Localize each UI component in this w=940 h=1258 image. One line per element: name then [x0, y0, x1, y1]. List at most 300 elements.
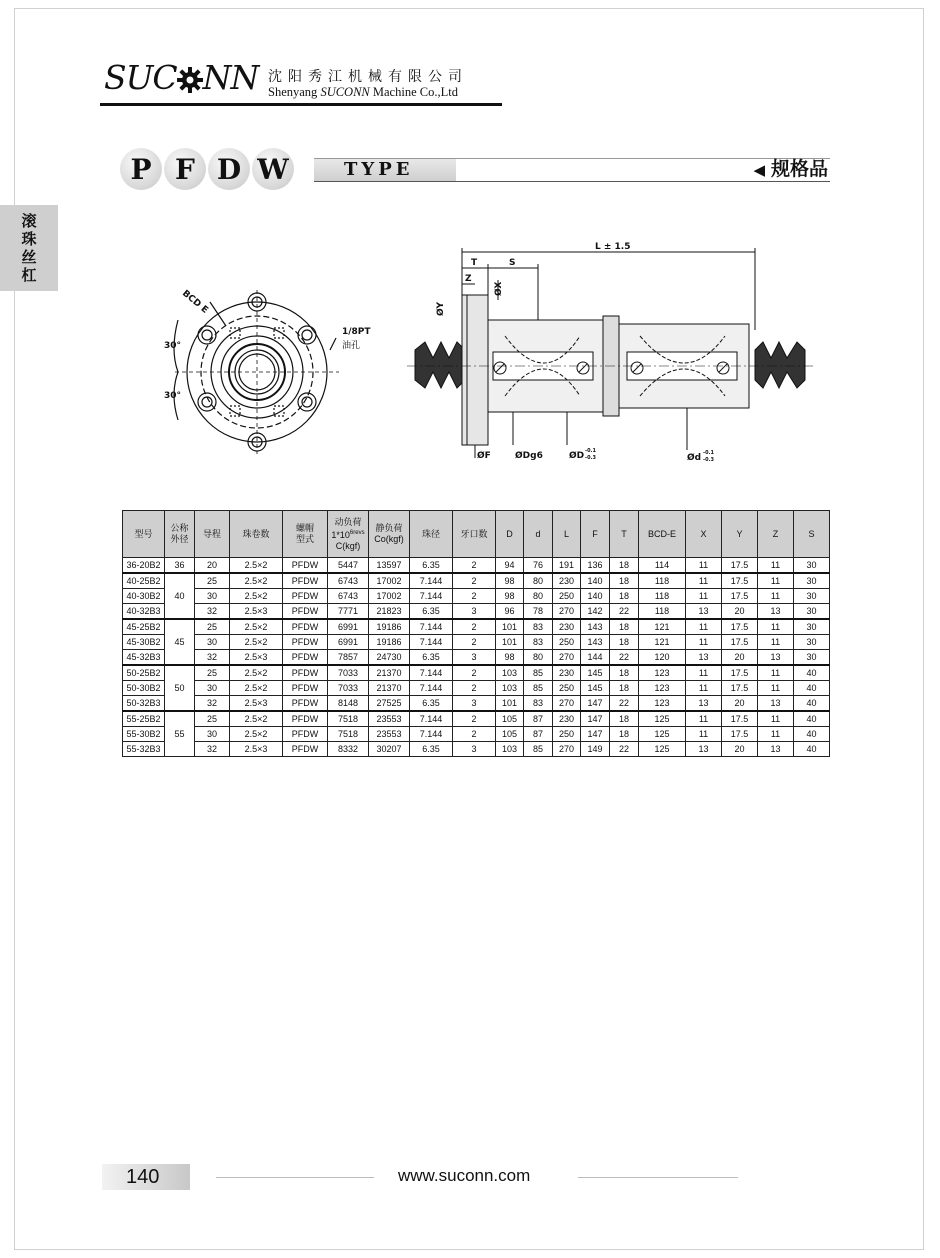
angle-top-label: 30°	[164, 341, 182, 351]
cell-teeth: 3	[453, 742, 496, 757]
cell-F: 140	[581, 589, 610, 604]
page-number: 140	[126, 1166, 160, 1188]
cell-nut-type: PFDW	[283, 665, 328, 681]
cell-L: 230	[553, 573, 581, 589]
cell-S: 40	[794, 711, 830, 727]
spec-label-text: 规格品	[770, 158, 828, 180]
cell-L: 230	[553, 665, 581, 681]
company-name-en	[268, 85, 458, 100]
cell-dynamic-load: 6991	[328, 619, 369, 635]
type-bar	[314, 158, 830, 182]
cell-static-load: 13597	[369, 558, 410, 574]
th-dynamic-load	[328, 511, 369, 558]
cell-teeth: 3	[453, 604, 496, 620]
cell-nut-type: PFDW	[283, 681, 328, 696]
cell-Y: 20	[722, 742, 758, 757]
cell-circuits: 2.5×2	[230, 711, 283, 727]
title-letter-f: F	[164, 148, 206, 190]
cell-ball-dia: 7.144	[410, 619, 453, 635]
company-logo	[104, 58, 258, 97]
cell-T: 18	[610, 558, 639, 574]
table-row	[123, 650, 830, 666]
cell-L: 270	[553, 604, 581, 620]
cell-D: 103	[496, 681, 524, 696]
th-dyn-load-line1: 动负荷	[334, 516, 362, 527]
cell-Z: 11	[758, 619, 794, 635]
cell-model: 50-30B2	[123, 681, 165, 696]
cell-static-load: 23553	[369, 727, 410, 742]
logo-text-right: NN	[202, 58, 259, 97]
cell-dynamic-load: 7518	[328, 727, 369, 742]
cell-F: 147	[581, 696, 610, 712]
cell-dynamic-load: 8148	[328, 696, 369, 712]
footer-rule-left	[216, 1177, 374, 1178]
side-tab	[0, 205, 58, 291]
cell-nut-type: PFDW	[283, 604, 328, 620]
cell-X: 13	[686, 742, 722, 757]
cell-d: 85	[524, 742, 553, 757]
cell-ball-dia: 7.144	[410, 573, 453, 589]
cell-L: 250	[553, 635, 581, 650]
th-BCD: BCD-E	[639, 511, 686, 558]
cell-S: 30	[794, 604, 830, 620]
cell-T: 18	[610, 589, 639, 604]
cell-lead: 32	[195, 604, 230, 620]
cell-Y: 17.5	[722, 635, 758, 650]
cell-X: 13	[686, 604, 722, 620]
cell-lead: 32	[195, 742, 230, 757]
cell-Z: 13	[758, 742, 794, 757]
cell-dynamic-load: 6991	[328, 635, 369, 650]
cell-nut-type: PFDW	[283, 727, 328, 742]
th-model: 型号	[123, 511, 165, 558]
th-dyn-load-exp: 6revs	[349, 529, 365, 536]
spec-label	[753, 156, 828, 183]
cell-D: 103	[496, 742, 524, 757]
cell-T: 22	[610, 650, 639, 666]
cell-circuits: 2.5×2	[230, 727, 283, 742]
cell-Y: 17.5	[722, 573, 758, 589]
cell-D: 103	[496, 665, 524, 681]
cell-teeth: 2	[453, 665, 496, 681]
cell-model: 55-25B2	[123, 711, 165, 727]
z-label: Z	[465, 274, 472, 284]
cell-static-load: 21823	[369, 604, 410, 620]
cell-Z: 11	[758, 635, 794, 650]
dia-f-label: ØF	[477, 451, 491, 461]
cell-S: 30	[794, 650, 830, 666]
cell-Y: 20	[722, 696, 758, 712]
cell-L: 270	[553, 742, 581, 757]
cell-Z: 11	[758, 681, 794, 696]
cell-ball-dia: 6.35	[410, 742, 453, 757]
cell-ball-dia: 7.144	[410, 681, 453, 696]
cell-Y: 17.5	[722, 665, 758, 681]
cell-X: 11	[686, 665, 722, 681]
th-static-load-line1: 静负荷	[375, 523, 403, 533]
th-F: F	[581, 511, 610, 558]
cell-nut-type: PFDW	[283, 742, 328, 757]
cell-circuits: 2.5×2	[230, 681, 283, 696]
cell-d: 87	[524, 727, 553, 742]
cell-BCD: 118	[639, 573, 686, 589]
cell-Z: 11	[758, 558, 794, 574]
th-T: T	[610, 511, 639, 558]
side-tab-label: 滚珠丝杠	[21, 212, 37, 284]
cell-d: 85	[524, 681, 553, 696]
cell-circuits: 2.5×2	[230, 589, 283, 604]
spec-table-body	[123, 558, 830, 757]
cell-ball-dia: 6.35	[410, 696, 453, 712]
cell-nominal-dia: 36	[165, 558, 195, 574]
cell-T: 18	[610, 727, 639, 742]
cell-lead: 25	[195, 711, 230, 727]
cell-nominal-dia: 55	[165, 711, 195, 757]
cell-BCD: 120	[639, 650, 686, 666]
cell-L: 250	[553, 589, 581, 604]
cell-T: 18	[610, 681, 639, 696]
cell-Z: 13	[758, 604, 794, 620]
cell-model: 55-32B3	[123, 742, 165, 757]
cell-T: 18	[610, 665, 639, 681]
cell-X: 11	[686, 573, 722, 589]
cell-F: 143	[581, 635, 610, 650]
cell-d: 76	[524, 558, 553, 574]
th-nominal-dia-line1: 公称	[170, 523, 189, 533]
cell-lead: 32	[195, 650, 230, 666]
th-nominal-dia	[165, 511, 195, 558]
cell-T: 22	[610, 742, 639, 757]
cell-dynamic-load: 7518	[328, 711, 369, 727]
cell-BCD: 123	[639, 681, 686, 696]
cell-lead: 25	[195, 619, 230, 635]
cell-L: 270	[553, 650, 581, 666]
cell-model: 45-25B2	[123, 619, 165, 635]
cell-Z: 13	[758, 650, 794, 666]
cell-BCD: 123	[639, 696, 686, 712]
cell-X: 11	[686, 681, 722, 696]
cell-nominal-dia: 40	[165, 573, 195, 619]
cell-F: 147	[581, 727, 610, 742]
th-nut-type	[283, 511, 328, 558]
cell-L: 250	[553, 727, 581, 742]
cell-nominal-dia: 45	[165, 619, 195, 665]
cell-model: 55-30B2	[123, 727, 165, 742]
cell-teeth: 2	[453, 711, 496, 727]
cell-circuits: 2.5×3	[230, 696, 283, 712]
cell-S: 40	[794, 665, 830, 681]
cell-teeth: 2	[453, 727, 496, 742]
cell-D: 105	[496, 727, 524, 742]
cell-T: 18	[610, 711, 639, 727]
cell-F: 147	[581, 711, 610, 727]
company-name-cn: 沈阳秀江机械有限公司	[268, 69, 468, 85]
cell-T: 18	[610, 619, 639, 635]
th-static-load-line2: Co(kgf)	[374, 534, 404, 544]
oil-hole-size-label: 1/8PT	[342, 327, 371, 337]
s-label: S	[509, 258, 516, 268]
cell-F: 145	[581, 681, 610, 696]
type-label: TYPE	[344, 159, 414, 180]
cell-F: 143	[581, 619, 610, 635]
nut-side-view-drawing	[405, 240, 815, 465]
dia-d-big-tol-bot: -0.3	[585, 455, 596, 461]
length-label: L ± 1.5	[595, 242, 631, 252]
cell-D: 101	[496, 635, 524, 650]
cell-model: 40-30B2	[123, 589, 165, 604]
cell-static-load: 21370	[369, 665, 410, 681]
dia-dg6-label: ØDg6	[515, 451, 543, 461]
cell-static-load: 17002	[369, 573, 410, 589]
spec-table	[122, 510, 830, 757]
logo-text-left: SUC	[104, 58, 177, 97]
th-Z: Z	[758, 511, 794, 558]
cell-BCD: 125	[639, 711, 686, 727]
cell-teeth: 2	[453, 573, 496, 589]
cell-BCD: 125	[639, 727, 686, 742]
cell-model: 40-32B3	[123, 604, 165, 620]
cell-circuits: 2.5×2	[230, 573, 283, 589]
cell-dynamic-load: 6743	[328, 589, 369, 604]
angle-bottom-label: 30°	[164, 391, 182, 401]
flange-front-view-drawing	[150, 280, 380, 460]
cell-model: 40-25B2	[123, 573, 165, 589]
th-teeth: 牙口数	[453, 511, 496, 558]
th-dyn-load-line2: 1*10	[331, 529, 350, 540]
cell-d: 83	[524, 619, 553, 635]
cell-Z: 11	[758, 665, 794, 681]
cell-Z: 11	[758, 589, 794, 604]
title-letter-w: W	[252, 148, 294, 190]
cell-D: 98	[496, 650, 524, 666]
th-L: L	[553, 511, 581, 558]
cell-D: 94	[496, 558, 524, 574]
cell-F: 149	[581, 742, 610, 757]
cell-BCD: 118	[639, 604, 686, 620]
cell-Y: 17.5	[722, 727, 758, 742]
table-row	[123, 742, 830, 757]
cell-lead: 20	[195, 558, 230, 574]
table-row	[123, 573, 830, 589]
table-row	[123, 558, 830, 574]
cell-ball-dia: 6.35	[410, 604, 453, 620]
cell-model: 50-25B2	[123, 665, 165, 681]
cell-X: 11	[686, 635, 722, 650]
table-row	[123, 665, 830, 681]
th-ball-dia: 珠径	[410, 511, 453, 558]
title-letter-d: D	[208, 148, 250, 190]
cell-circuits: 2.5×2	[230, 558, 283, 574]
cell-L: 250	[553, 681, 581, 696]
cell-dynamic-load: 6743	[328, 573, 369, 589]
cell-T: 18	[610, 635, 639, 650]
cell-d: 80	[524, 650, 553, 666]
th-X: X	[686, 511, 722, 558]
cell-lead: 30	[195, 681, 230, 696]
cell-X: 11	[686, 619, 722, 635]
footer-rule-right	[578, 1177, 738, 1178]
cell-lead: 25	[195, 573, 230, 589]
cell-circuits: 2.5×3	[230, 742, 283, 757]
th-d: d	[524, 511, 553, 558]
cell-ball-dia: 6.35	[410, 650, 453, 666]
cell-model: 45-32B3	[123, 650, 165, 666]
cell-F: 142	[581, 604, 610, 620]
dia-d-small-tol-top: -0.1	[703, 450, 714, 456]
cell-D: 98	[496, 589, 524, 604]
cell-D: 101	[496, 696, 524, 712]
table-row	[123, 619, 830, 635]
cell-S: 30	[794, 635, 830, 650]
cell-teeth: 2	[453, 635, 496, 650]
cell-S: 30	[794, 558, 830, 574]
cell-X: 11	[686, 727, 722, 742]
cell-Y: 17.5	[722, 558, 758, 574]
cell-BCD: 118	[639, 589, 686, 604]
th-circuits: 珠卷数	[230, 511, 283, 558]
table-header-row	[123, 511, 830, 558]
cell-Y: 17.5	[722, 619, 758, 635]
cell-d: 83	[524, 696, 553, 712]
dia-d-small-tol-bot: -0.3	[703, 457, 714, 463]
cell-BCD: 123	[639, 665, 686, 681]
dia-d-big-tol-top: -0.1	[585, 448, 596, 454]
cell-nut-type: PFDW	[283, 589, 328, 604]
cell-static-load: 24730	[369, 650, 410, 666]
cell-model: 36-20B2	[123, 558, 165, 574]
website-link[interactable]: www.suconn.com	[398, 1166, 531, 1185]
cell-X: 11	[686, 589, 722, 604]
cell-ball-dia: 6.35	[410, 558, 453, 574]
table-row	[123, 727, 830, 742]
cell-S: 30	[794, 589, 830, 604]
table-row	[123, 696, 830, 712]
cell-S: 40	[794, 681, 830, 696]
cell-static-load: 17002	[369, 589, 410, 604]
cell-T: 18	[610, 573, 639, 589]
cell-D: 105	[496, 711, 524, 727]
cell-dynamic-load: 8332	[328, 742, 369, 757]
cell-model: 50-32B3	[123, 696, 165, 712]
title-letter-p: P	[120, 148, 162, 190]
cell-L: 270	[553, 696, 581, 712]
cell-BCD: 114	[639, 558, 686, 574]
cell-F: 136	[581, 558, 610, 574]
cell-static-load: 21370	[369, 681, 410, 696]
cell-lead: 30	[195, 635, 230, 650]
cell-nut-type: PFDW	[283, 696, 328, 712]
cell-BCD: 125	[639, 742, 686, 757]
cell-F: 145	[581, 665, 610, 681]
cell-static-load: 30207	[369, 742, 410, 757]
dia-d-small-label: Ød	[687, 453, 702, 463]
gear-icon	[177, 67, 203, 93]
th-S: S	[794, 511, 830, 558]
cell-L: 191	[553, 558, 581, 574]
cell-nominal-dia: 50	[165, 665, 195, 711]
cell-lead: 25	[195, 665, 230, 681]
th-nut-type-line1: 螺帽	[295, 523, 314, 533]
cell-static-load: 19186	[369, 635, 410, 650]
cell-teeth: 2	[453, 619, 496, 635]
cell-static-load: 23553	[369, 711, 410, 727]
dia-x-label: ØX	[494, 281, 504, 296]
cell-nut-type: PFDW	[283, 573, 328, 589]
cell-Y: 17.5	[722, 681, 758, 696]
cell-circuits: 2.5×2	[230, 619, 283, 635]
cell-dynamic-load: 5447	[328, 558, 369, 574]
cell-F: 144	[581, 650, 610, 666]
th-Y: Y	[722, 511, 758, 558]
cell-S: 30	[794, 619, 830, 635]
th-nominal-dia-line2: 外径	[170, 534, 189, 544]
cell-d: 80	[524, 573, 553, 589]
cell-F: 140	[581, 573, 610, 589]
cell-BCD: 121	[639, 635, 686, 650]
company-en-post: Machine Co.,Ltd	[369, 85, 458, 99]
cell-d: 87	[524, 711, 553, 727]
cell-X: 13	[686, 650, 722, 666]
cell-Y: 17.5	[722, 589, 758, 604]
cell-model: 45-30B2	[123, 635, 165, 650]
header-rule	[100, 103, 502, 106]
cell-S: 40	[794, 727, 830, 742]
cell-ball-dia: 7.144	[410, 665, 453, 681]
cell-teeth: 3	[453, 650, 496, 666]
cell-Z: 11	[758, 573, 794, 589]
table-row	[123, 711, 830, 727]
cell-Z: 11	[758, 711, 794, 727]
cell-dynamic-load: 7771	[328, 604, 369, 620]
triangle-left-icon: ◀	[753, 161, 765, 179]
cell-S: 40	[794, 696, 830, 712]
cell-dynamic-load: 7857	[328, 650, 369, 666]
cell-X: 11	[686, 711, 722, 727]
cell-nut-type: PFDW	[283, 650, 328, 666]
bcd-label: BCD E	[180, 288, 210, 316]
cell-T: 22	[610, 696, 639, 712]
cell-Z: 11	[758, 727, 794, 742]
cell-D: 98	[496, 573, 524, 589]
cell-circuits: 2.5×3	[230, 650, 283, 666]
cell-teeth: 2	[453, 681, 496, 696]
th-lead: 导程	[195, 511, 230, 558]
cell-T: 22	[610, 604, 639, 620]
cell-L: 230	[553, 619, 581, 635]
cell-ball-dia: 7.144	[410, 711, 453, 727]
cell-d: 80	[524, 589, 553, 604]
cell-dynamic-load: 7033	[328, 681, 369, 696]
cell-BCD: 121	[639, 619, 686, 635]
cell-teeth: 2	[453, 589, 496, 604]
th-dyn-load-line3: C(kgf)	[335, 540, 361, 551]
cell-d: 85	[524, 665, 553, 681]
cell-Z: 13	[758, 696, 794, 712]
cell-static-load: 19186	[369, 619, 410, 635]
dia-y-label: ØY	[436, 301, 446, 316]
cell-S: 40	[794, 742, 830, 757]
cell-teeth: 2	[453, 558, 496, 574]
table-row	[123, 681, 830, 696]
t-label: T	[471, 258, 478, 268]
cell-d: 78	[524, 604, 553, 620]
cell-Y: 20	[722, 604, 758, 620]
cell-lead: 30	[195, 727, 230, 742]
cell-D: 96	[496, 604, 524, 620]
cell-D: 101	[496, 619, 524, 635]
company-en-pre: Shenyang	[268, 85, 321, 99]
cell-teeth: 3	[453, 696, 496, 712]
